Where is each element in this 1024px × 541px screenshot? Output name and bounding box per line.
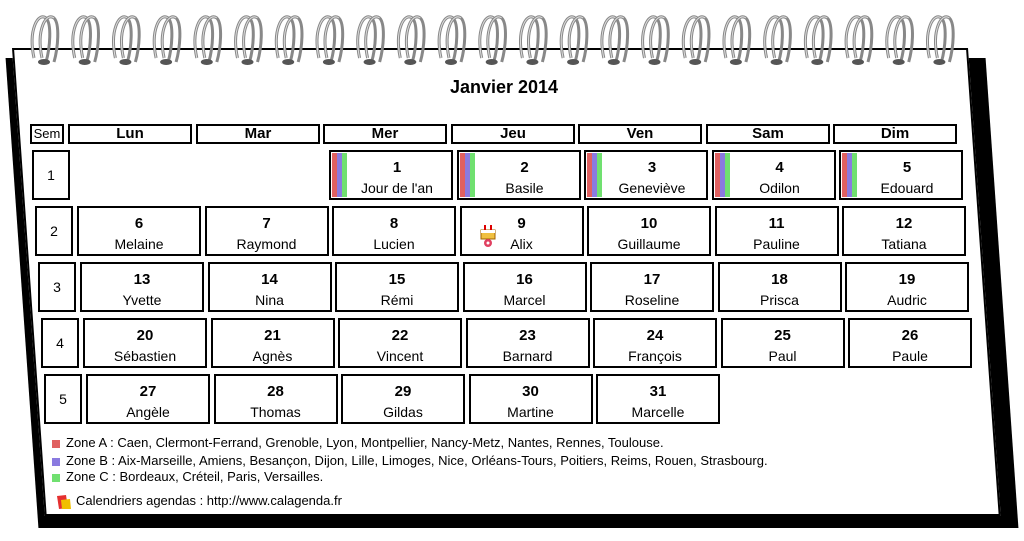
day-cell[interactable] <box>86 374 210 424</box>
day-number: 21 <box>264 327 281 344</box>
day-cell[interactable] <box>718 262 842 312</box>
day-cell[interactable] <box>335 262 459 312</box>
saint-name: Lucien <box>373 236 415 252</box>
day-cell[interactable] <box>848 318 972 368</box>
day-cell[interactable] <box>842 206 966 256</box>
saint-name: Angèle <box>126 404 170 420</box>
day-cell[interactable] <box>845 262 969 312</box>
saint-name: Martine <box>507 404 554 420</box>
saint-name: Sébastien <box>113 348 177 364</box>
saint-name: Agnès <box>252 348 293 364</box>
day-number: 8 <box>389 215 399 232</box>
day-number: 24 <box>646 327 664 344</box>
calagenda-logo-icon <box>56 494 72 510</box>
day-cell[interactable] <box>205 206 329 256</box>
saint-name: Yvette <box>122 292 162 308</box>
zone-stripe <box>470 153 475 197</box>
binding-ring <box>521 17 547 65</box>
saint-name: Melaine <box>114 236 164 252</box>
day-number: 3 <box>647 159 657 176</box>
day-number: 11 <box>768 215 785 232</box>
week-number: 3 <box>38 262 76 312</box>
zone-b-swatch <box>52 458 60 466</box>
day-cell[interactable] <box>593 318 717 368</box>
saint-name: Audric <box>887 292 927 308</box>
week-column-header: Sem <box>30 124 64 144</box>
saint-name: Vincent <box>376 348 424 364</box>
credit-text[interactable]: Calendriers agendas : http://www.calagenda.fr <box>76 493 342 508</box>
day-number: 6 <box>134 215 144 232</box>
binding-ring <box>317 17 343 65</box>
binding-ring <box>439 17 465 65</box>
binding-ring <box>236 17 262 65</box>
saint-name: Thomas <box>250 404 301 420</box>
saint-name: Basile <box>505 180 544 196</box>
spiral-binding <box>0 0 1024 80</box>
saint-name: Gildas <box>383 404 423 420</box>
binding-ring <box>32 17 58 65</box>
saint-name: Guillaume <box>617 236 681 252</box>
saint-name: Pauline <box>753 236 800 252</box>
zone-stripe <box>852 153 857 197</box>
saint-name: Roseline <box>624 292 680 308</box>
day-header-lun: Lun <box>68 124 192 144</box>
saint-name: Alix <box>510 236 533 252</box>
day-number: 4 <box>775 159 784 176</box>
day-cell[interactable] <box>80 262 204 312</box>
day-cell[interactable] <box>721 318 845 368</box>
school-holiday-zones <box>842 153 857 197</box>
credit-line <box>56 493 342 510</box>
day-number: 23 <box>519 327 536 344</box>
day-header-sam: Sam <box>706 124 830 144</box>
day-number: 13 <box>133 271 151 288</box>
day-number: 16 <box>516 271 533 288</box>
day-cell[interactable] <box>715 206 839 256</box>
day-number: 22 <box>391 327 409 344</box>
saint-name: Marcel <box>503 292 546 308</box>
binding-ring <box>602 17 628 65</box>
week-number: 1 <box>32 150 70 200</box>
binding-ring <box>154 17 180 65</box>
day-cell[interactable] <box>587 206 711 256</box>
day-cell[interactable] <box>469 374 593 424</box>
day-cell[interactable] <box>329 150 453 200</box>
saint-name: Rémi <box>380 292 414 308</box>
school-holiday-zones <box>715 153 730 197</box>
day-number: 17 <box>643 271 661 288</box>
binding-ring <box>276 17 302 65</box>
day-cell[interactable] <box>460 206 584 256</box>
binding-ring <box>683 17 709 65</box>
day-cell[interactable] <box>332 206 456 256</box>
calendar-title: Janvier 2014 <box>449 77 559 97</box>
binding-ring <box>114 17 140 65</box>
week-number: 2 <box>35 206 73 256</box>
day-cell[interactable] <box>712 150 836 200</box>
day-header-mer: Mer <box>323 124 447 144</box>
saint-name: Paule <box>892 348 928 364</box>
zone-stripe <box>597 153 602 197</box>
binding-ring <box>928 17 954 65</box>
day-cell[interactable] <box>590 262 714 312</box>
saint-name: Jour de l'an <box>361 180 433 196</box>
binding-ring <box>398 17 424 65</box>
day-cell[interactable] <box>83 318 207 368</box>
day-number: 19 <box>898 271 916 288</box>
zone-a-text: Zone A : Caen, Clermont-Ferrand, Grenoble, Lyon, Montpellier, Nancy-Metz, Nantes, Rennes, Toulouse. <box>66 435 664 450</box>
day-number: 20 <box>136 327 154 344</box>
birthday-cake-icon <box>478 222 498 248</box>
binding-ring <box>765 17 791 65</box>
day-number: 27 <box>139 383 157 400</box>
legend-zone-b <box>52 453 768 468</box>
day-header-mar: Mar <box>196 124 320 144</box>
saint-name: Geneviève <box>618 180 686 196</box>
week-number: 5 <box>44 374 82 424</box>
binding-ring <box>358 17 384 65</box>
day-number: 31 <box>649 383 667 400</box>
zone-c-text: Zone C : Bordeaux, Créteil, Paris, Versailles. <box>66 469 324 484</box>
day-number: 30 <box>522 383 539 400</box>
saint-name: Barnard <box>502 348 553 364</box>
day-cell[interactable] <box>457 150 581 200</box>
day-cell[interactable] <box>341 374 465 424</box>
saint-name: François <box>628 348 682 364</box>
saint-name: Edouard <box>880 180 934 196</box>
day-header-dim: Dim <box>833 124 957 144</box>
day-header-jeu: Jeu <box>451 124 575 144</box>
saint-name: Odilon <box>759 180 800 196</box>
day-number: 5 <box>902 159 912 176</box>
zone-c-swatch <box>52 474 60 482</box>
day-number: 26 <box>901 327 919 344</box>
day-number: 14 <box>261 271 278 288</box>
binding-ring <box>805 17 831 65</box>
binding-ring <box>73 17 99 65</box>
binding-ring <box>846 17 872 65</box>
legend-zone-a <box>52 435 664 450</box>
saint-name: Tatiana <box>881 236 927 252</box>
day-cell[interactable] <box>463 262 587 312</box>
school-holiday-zones <box>587 153 602 197</box>
day-cell[interactable] <box>584 150 708 200</box>
day-number: 18 <box>771 271 788 288</box>
day-cell[interactable] <box>214 374 338 424</box>
zone-stripe <box>342 153 347 197</box>
zone-stripe <box>725 153 730 197</box>
day-cell[interactable] <box>211 318 335 368</box>
week-number: 4 <box>41 318 79 368</box>
saint-name: Raymond <box>236 236 297 252</box>
day-number: 10 <box>640 215 658 232</box>
day-number: 28 <box>267 383 284 400</box>
day-header-ven: Ven <box>578 124 702 144</box>
day-number: 7 <box>262 215 271 232</box>
day-number: 9 <box>517 215 526 232</box>
saint-name: Marcelle <box>631 404 685 420</box>
school-holiday-zones <box>460 153 475 197</box>
day-cell[interactable] <box>466 318 590 368</box>
day-cell[interactable] <box>338 318 462 368</box>
binding-ring <box>643 17 669 65</box>
day-number: 12 <box>895 215 913 232</box>
saint-name: Prisca <box>760 292 799 308</box>
day-cell[interactable] <box>596 374 720 424</box>
binding-ring <box>480 17 506 65</box>
binding-ring <box>195 17 221 65</box>
day-number: 15 <box>388 271 406 288</box>
binding-ring <box>724 17 750 65</box>
zone-a-swatch <box>52 440 60 448</box>
day-number: 29 <box>394 383 412 400</box>
saint-name: Nina <box>255 292 284 308</box>
day-number: 2 <box>520 159 529 176</box>
saint-name: Paul <box>768 348 797 364</box>
day-cell[interactable] <box>839 150 963 200</box>
day-cell[interactable] <box>77 206 201 256</box>
zone-b-text: Zone B : Aix-Marseille, Amiens, Besançon, Dijon, Lille, Limoges, Nice, Orléans-Tours, Poitiers, Reims, Rouen, Strasbourg. <box>66 453 768 468</box>
day-cell[interactable] <box>208 262 332 312</box>
legend-zone-c <box>52 469 323 484</box>
binding-ring <box>561 17 587 65</box>
binding-ring <box>887 17 913 65</box>
day-number: 1 <box>392 159 402 176</box>
day-number: 25 <box>774 327 791 344</box>
school-holiday-zones <box>332 153 347 197</box>
